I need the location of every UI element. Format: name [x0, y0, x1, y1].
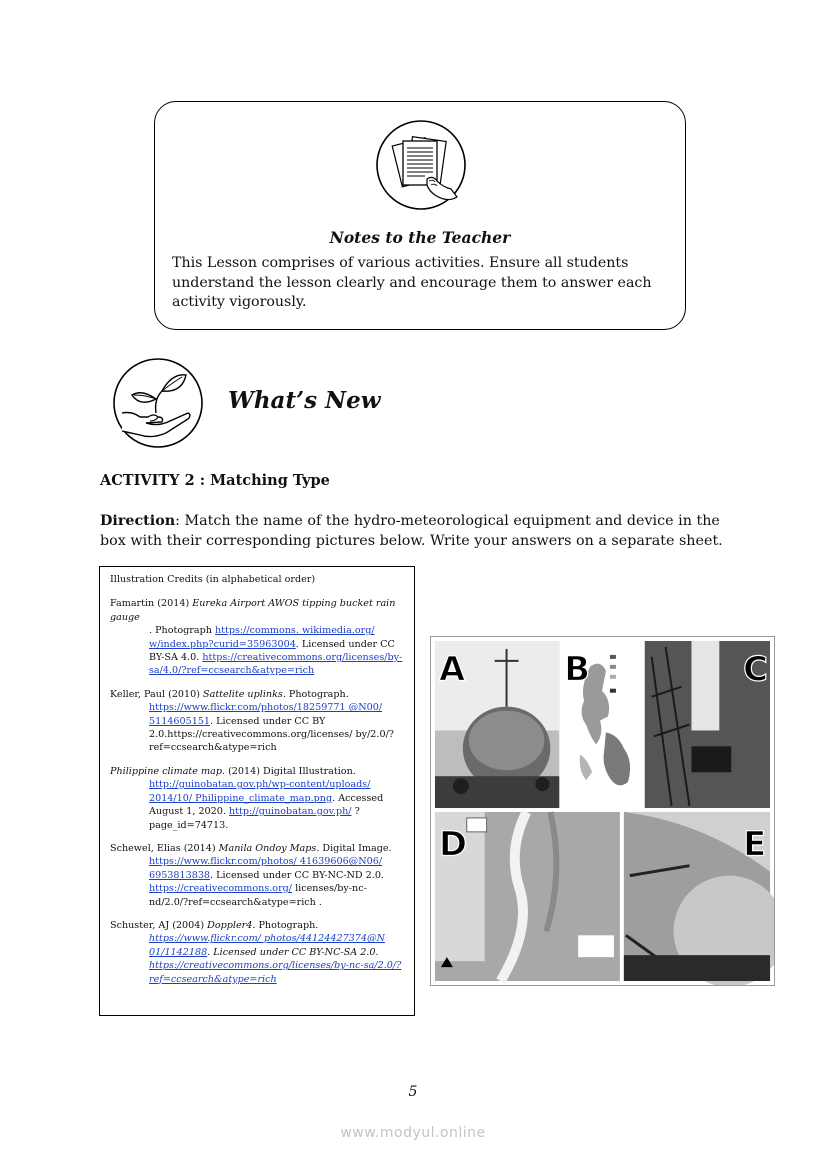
credit-link[interactable]: https://www.flickr.com/photos/ 41639606@N06/ 6953813838 — [149, 856, 383, 881]
credit-link[interactable]: https://www.flickr.com/ photos/44124427374@N 01/1142188 — [149, 933, 385, 958]
credit-keller — [110, 688, 404, 755]
credit-text: . Photograph — [149, 625, 215, 637]
picture-label-a: A — [438, 649, 466, 689]
credit-link[interactable]: https://creativecommons.org/licenses/by-sa/4.0/?ref=ccsearch&atype=rich — [149, 652, 403, 677]
page-number: 5 — [408, 1084, 418, 1100]
credit-text: . (2014) Digital Illustration. — [221, 765, 356, 777]
notes-to-teacher-box — [154, 101, 686, 330]
picture-label-b: B — [564, 649, 590, 689]
picture-label-e: E — [743, 824, 767, 864]
credit-link[interactable]: http://guinobatan.gov.ph/wp-content/uploads/ 2014/10/ Philippine_climate_map.png — [149, 779, 371, 804]
credit-title: Philippine climate map — [110, 765, 222, 777]
notes-body: This Lesson comprises of various activities. Ensure all students understand the lesson clearly and encourage them to answer each activity vigorously. — [172, 255, 652, 310]
credit-schuster — [110, 919, 404, 986]
notes-title: Notes to the Teacher — [329, 228, 511, 247]
credit-philippine-climate-map — [110, 765, 404, 832]
credit-text: Digital Image. — [319, 842, 392, 854]
credit-text: . Licensed under CC BY-NC-SA 2.0. — [207, 946, 379, 958]
direction-label: Direction — [100, 513, 176, 529]
credit-text: . Photograph. — [282, 688, 349, 700]
whats-new-title: What’s New — [228, 387, 381, 414]
activity-title: ACTIVITY 2 : Matching Type — [100, 472, 330, 489]
credit-title: Doppler4. — [207, 919, 256, 931]
credit-author: Keller, Paul (2010) — [110, 688, 204, 700]
credits-heading: Illustration Credits (in alphabetical order) — [110, 574, 316, 585]
picture-label-d: D — [438, 824, 468, 864]
illustration-credits-box — [99, 566, 415, 1016]
credit-text: ?page_id=74713. — [149, 806, 360, 831]
credit-link[interactable]: https://creativecommons.org/licenses/by-nc-sa/2.0/?ref=ccsearch&atype=rich — [149, 960, 402, 985]
direction-text — [100, 511, 750, 551]
credit-link[interactable]: https://commons. wikimedia.org/ w/index.php?curid=35963004 — [149, 625, 375, 650]
picture-label-c: C — [743, 649, 768, 689]
documents-in-hand-icon — [375, 119, 467, 211]
credit-title: Sattelite uplinks — [203, 688, 283, 700]
equipment-pictures-collage — [430, 636, 775, 986]
credit-author: Schuster, AJ (2004) — [110, 919, 208, 931]
credit-link[interactable]: https://creativecommons.org/ — [149, 883, 293, 895]
credit-title: Eureka Airport AWOS tipping bucket rain gauge — [110, 598, 396, 623]
credit-link[interactable]: https://www.flickr.com/photos/18259771 @N00/ 5114605151 — [149, 702, 383, 727]
credit-link[interactable]: http://guinobatan.gov.ph/ — [228, 806, 352, 818]
seedling-in-hands-icon — [112, 357, 204, 449]
credit-text: . Licensed under CC BY 2.0.https://creativecommons.org/licenses/ by/2.0/?ref=ccsearch&atype=rich — [149, 715, 394, 754]
credit-title: Manila Ondoy Maps. — [218, 842, 320, 854]
credit-text: . Accessed August 1, 2020. — [149, 792, 384, 818]
credit-author: Schewel, Elias (2014) — [110, 842, 219, 854]
credit-text: Photograph. — [255, 919, 319, 931]
watermark: www.modyul.online — [340, 1125, 486, 1141]
credit-text: . Licensed under CC BY-NC-ND 2.0. — [210, 869, 384, 881]
credit-author: Famartin (2014) — [110, 598, 193, 610]
credit-famartin — [110, 597, 404, 677]
direction-body: : Match the name of the hydro-meteorological equipment and device in the box with their corresponding pictures below. Write your answers on a separate sheet. — [100, 513, 723, 549]
credit-schewel — [110, 842, 404, 909]
credit-text: licenses/by-nc-nd/2.0/?ref=ccsearch&atype=rich . — [149, 883, 367, 908]
credit-text: . Licensed under CC BY-SA 4.0. — [149, 638, 395, 664]
